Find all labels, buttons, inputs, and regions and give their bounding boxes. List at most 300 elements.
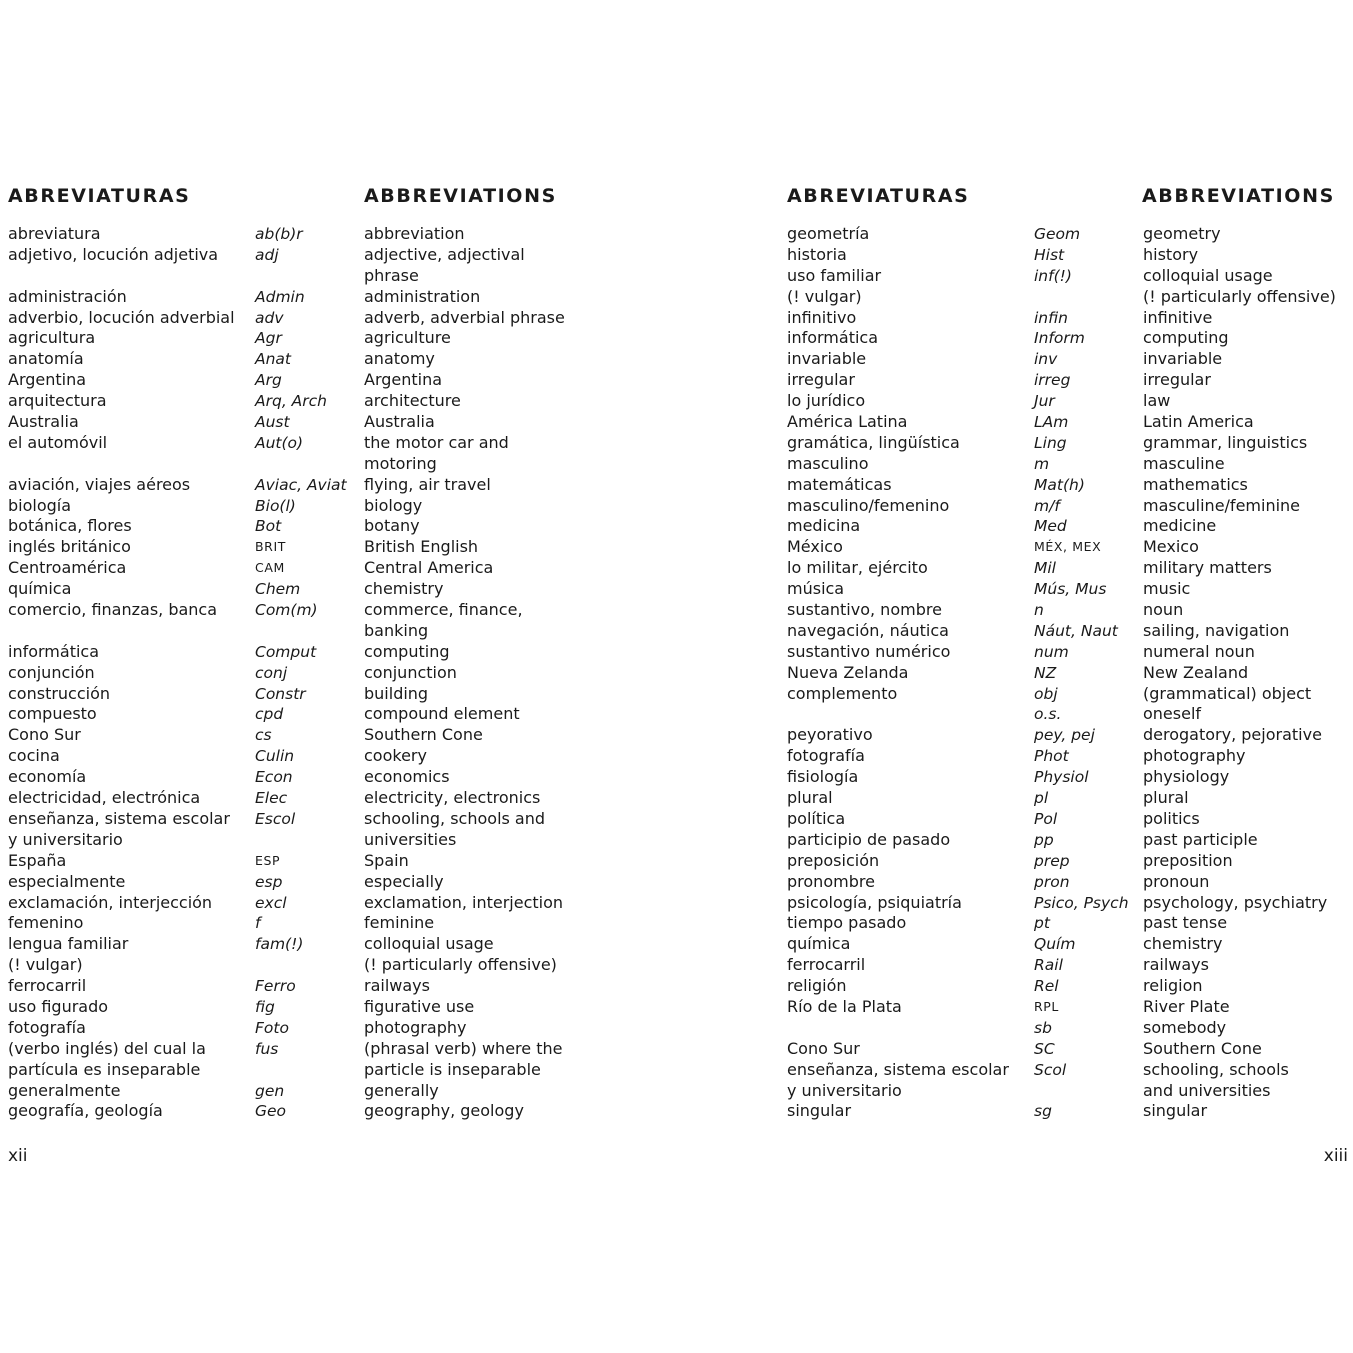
english-term: sailing, navigation	[1143, 620, 1290, 640]
entry-row	[0, 266, 676, 287]
entry-row	[0, 224, 676, 245]
spanish-term: administración	[8, 286, 127, 306]
entry-row	[0, 370, 676, 391]
abbreviation: adj	[255, 245, 279, 264]
english-term: (phrasal verb) where the	[364, 1038, 563, 1058]
entry-row	[0, 412, 676, 433]
abbreviation: Arg	[255, 371, 282, 390]
entry-row	[0, 642, 676, 663]
spanish-term: uso figurado	[8, 996, 109, 1016]
english-term: flying, air travel	[364, 474, 491, 494]
entry-row	[676, 1039, 1353, 1060]
spanish-term: generalmente	[8, 1080, 121, 1100]
entry-row	[676, 684, 1353, 705]
spanish-term: (! vulgar)	[787, 286, 862, 306]
english-term: cookery	[364, 746, 427, 766]
abbreviation: Med	[1034, 517, 1067, 536]
entry-row	[0, 558, 676, 579]
entry-row	[0, 809, 676, 830]
abbreviation: ESP	[255, 852, 281, 868]
entry-row	[676, 328, 1353, 349]
header-abreviaturas: ABREVIATURAS	[787, 185, 970, 207]
abbreviation: cpd	[255, 705, 284, 724]
abbreviation: Hist	[1034, 245, 1065, 264]
entry-row	[0, 851, 676, 872]
entry-row	[676, 516, 1353, 537]
entry-row	[0, 872, 676, 893]
abbreviation: Comput	[255, 642, 317, 661]
spanish-term: adverbio, locución adverbial	[8, 307, 235, 327]
entry-row	[0, 746, 676, 767]
spanish-term: inglés británico	[8, 537, 131, 557]
spanish-term: conjunción	[8, 662, 95, 682]
abbreviation: Agr	[255, 329, 282, 348]
spanish-term: medicina	[787, 516, 861, 536]
english-term: New Zealand	[1143, 662, 1249, 682]
left-page	[0, 0, 676, 1353]
english-term: mathematics	[1143, 474, 1248, 494]
spanish-term: Cono Sur	[8, 725, 81, 745]
entry-row	[0, 537, 676, 558]
abbreviation: Náut, Naut	[1034, 621, 1118, 640]
english-term: agriculture	[364, 328, 451, 348]
spanish-term: música	[787, 579, 845, 599]
abbreviation: Foto	[255, 1018, 289, 1037]
entry-row	[0, 704, 676, 725]
spanish-term: fotografía	[787, 746, 865, 766]
abbreviation: Quím	[1034, 935, 1076, 954]
english-term: singular	[1143, 1101, 1208, 1121]
abbreviation: RPL	[1034, 998, 1059, 1014]
spanish-term: compuesto	[8, 704, 97, 724]
spanish-term: gramática, lingüística	[787, 432, 960, 452]
spanish-term: comercio, finanzas, banca	[8, 600, 218, 620]
entry-row	[676, 934, 1353, 955]
entry-row	[0, 454, 676, 475]
english-term: Spain	[364, 850, 409, 870]
abbreviation: pron	[1034, 872, 1070, 891]
spanish-term: especialmente	[8, 871, 126, 891]
entry-row	[0, 349, 676, 370]
english-term: figurative use	[364, 996, 475, 1016]
english-term: architecture	[364, 391, 461, 411]
abbreviation: irreg	[1034, 371, 1071, 390]
english-term: adjective, adjectival	[364, 244, 525, 264]
abbreviation: esp	[255, 872, 283, 891]
entry-row	[0, 475, 676, 496]
english-term: (! particularly offensive)	[364, 955, 557, 975]
entry-row	[676, 997, 1353, 1018]
entry-row	[0, 1081, 676, 1102]
spanish-term: el automóvil	[8, 432, 108, 452]
entry-row	[676, 558, 1353, 579]
spanish-term: tiempo pasado	[787, 913, 907, 933]
english-term: chemistry	[1143, 934, 1223, 954]
entry-row	[676, 767, 1353, 788]
entry-row	[0, 997, 676, 1018]
abbreviation-list	[676, 224, 1353, 1122]
english-term: geometry	[1143, 224, 1221, 243]
abbreviation: excl	[255, 893, 287, 912]
entry-row	[676, 955, 1353, 976]
entry-row	[676, 704, 1353, 725]
english-term: masculine/feminine	[1143, 495, 1301, 515]
entry-row	[676, 537, 1353, 558]
abbreviation: Anat	[255, 350, 292, 369]
abbreviation: Physiol	[1034, 768, 1089, 787]
entry-row	[676, 1081, 1353, 1102]
english-term: Argentina	[364, 370, 443, 390]
spanish-term: Australia	[8, 412, 79, 432]
entry-row	[0, 391, 676, 412]
abbreviation: NZ	[1034, 663, 1057, 682]
entry-row	[676, 1018, 1353, 1039]
english-term: preposition	[1143, 850, 1233, 870]
abbreviation: LAm	[1034, 413, 1069, 432]
spanish-term: infinitivo	[787, 307, 857, 327]
spanish-term: anatomía	[8, 349, 84, 369]
abbreviation: Elec	[255, 789, 288, 808]
entry-row	[676, 788, 1353, 809]
english-term: physiology	[1143, 767, 1230, 787]
english-term: British English	[364, 537, 479, 557]
entry-row	[676, 349, 1353, 370]
spanish-term: Río de la Plata	[787, 996, 902, 1016]
english-term: pronoun	[1143, 871, 1210, 891]
spanish-term: ferrocarril	[8, 976, 87, 996]
english-term: railways	[364, 976, 430, 996]
entry-row	[0, 1101, 676, 1122]
english-term: medicine	[1143, 516, 1217, 536]
spanish-term: y universitario	[8, 829, 123, 849]
entry-row	[676, 976, 1353, 997]
entry-row	[0, 725, 676, 746]
spanish-term: economía	[8, 767, 87, 787]
spanish-term: lo militar, ejército	[787, 558, 928, 578]
entry-row	[0, 579, 676, 600]
abbreviation: Geom	[1034, 225, 1081, 243]
entry-row	[676, 1101, 1353, 1122]
english-term: administration	[364, 286, 481, 306]
entry-row	[0, 1039, 676, 1060]
english-term: derogatory, pejorative	[1143, 725, 1322, 745]
entry-row	[676, 224, 1353, 245]
entry-row	[0, 1060, 676, 1081]
entry-row	[0, 663, 676, 684]
entry-row	[676, 809, 1353, 830]
spanish-term: lengua familiar	[8, 934, 129, 954]
english-term: military matters	[1143, 558, 1272, 578]
english-term: building	[364, 683, 429, 703]
spanish-term: navegación, náutica	[787, 620, 949, 640]
abbreviation: pp	[1034, 830, 1054, 849]
english-term: photography	[364, 1017, 467, 1037]
spanish-term: ferrocarril	[787, 955, 866, 975]
abbreviation: gen	[255, 1081, 285, 1100]
entry-row	[0, 684, 676, 705]
spanish-term: historia	[787, 244, 847, 264]
english-term: motoring	[364, 453, 437, 473]
abbreviation: Scol	[1034, 1060, 1067, 1079]
entry-row	[676, 1060, 1353, 1081]
abbreviation: fig	[255, 997, 275, 1016]
abbreviation: cs	[255, 726, 272, 745]
english-term: grammar, linguistics	[1143, 432, 1308, 452]
english-term: psychology, psychiatry	[1143, 892, 1328, 912]
abbreviation: fam(!)	[255, 935, 304, 954]
english-term: somebody	[1143, 1017, 1227, 1037]
english-term: past participle	[1143, 829, 1258, 849]
page-number: xii	[8, 1146, 28, 1166]
entry-row	[676, 913, 1353, 934]
abbreviation: MÉX, MEX	[1034, 539, 1102, 555]
entry-row	[676, 830, 1353, 851]
abbreviation: Bio(l)	[255, 496, 296, 515]
abbreviation: Chem	[255, 580, 301, 599]
spanish-term: biología	[8, 495, 72, 515]
english-term: particle is inseparable	[364, 1059, 541, 1079]
abbreviation: sb	[1034, 1018, 1052, 1037]
english-term: numeral noun	[1143, 641, 1255, 661]
abbreviation: m	[1034, 454, 1050, 473]
english-term: compound element	[364, 704, 520, 724]
abbreviation: Constr	[255, 684, 306, 703]
spanish-term: y universitario	[787, 1080, 902, 1100]
spanish-term: política	[787, 808, 846, 828]
abbreviation: ab(b)r	[255, 225, 303, 243]
english-term: the motor car and	[364, 432, 509, 452]
spanish-term: electricidad, electrónica	[8, 788, 201, 808]
spanish-term: fisiología	[787, 767, 859, 787]
english-term: exclamation, interjection	[364, 892, 564, 912]
spanish-term: España	[8, 850, 67, 870]
abbreviation: Psico, Psych	[1034, 893, 1129, 912]
abbreviation: n	[1034, 601, 1044, 620]
entry-row	[676, 454, 1353, 475]
spanish-term: Centroamérica	[8, 558, 127, 578]
spanish-term: complemento	[787, 683, 898, 703]
entry-row	[0, 516, 676, 537]
english-term: (grammatical) object	[1143, 683, 1312, 703]
abbreviation: o.s.	[1034, 705, 1062, 724]
english-term: commerce, finance,	[364, 600, 523, 620]
english-term: geography, geology	[364, 1101, 524, 1121]
abbreviation: SC	[1034, 1039, 1055, 1058]
spanish-term: química	[8, 579, 72, 599]
english-term: plural	[1143, 788, 1189, 808]
spanish-term: arquitectura	[8, 391, 107, 411]
entry-row	[676, 663, 1353, 684]
abbreviation: Rel	[1034, 977, 1059, 996]
abbreviation: obj	[1034, 684, 1058, 703]
english-term: generally	[364, 1080, 439, 1100]
english-term: Mexico	[1143, 537, 1199, 557]
spanish-term: informática	[787, 328, 879, 348]
english-term: railways	[1143, 955, 1209, 975]
abbreviation: pt	[1034, 914, 1050, 933]
header-abbreviations: ABBREVIATIONS	[364, 185, 557, 207]
entry-row	[676, 475, 1353, 496]
english-term: masculine	[1143, 453, 1225, 473]
english-term: (! particularly offensive)	[1143, 286, 1336, 306]
english-term: schooling, schools and	[364, 808, 546, 828]
abbreviation: Arq, Arch	[255, 392, 327, 411]
abbreviation: Bot	[255, 517, 282, 536]
right-page	[676, 0, 1353, 1353]
english-term: colloquial usage	[364, 934, 494, 954]
entry-row	[0, 245, 676, 266]
abbreviation: Mús, Mus	[1034, 580, 1107, 599]
spanish-term: Cono Sur	[787, 1038, 860, 1058]
abbreviation: f	[255, 914, 261, 933]
english-term: banking	[364, 620, 429, 640]
spanish-term: participio de pasado	[787, 829, 951, 849]
entry-row	[0, 830, 676, 851]
english-term: colloquial usage	[1143, 265, 1273, 285]
spanish-term: (verbo inglés) del cual la	[8, 1038, 206, 1058]
entry-row	[676, 287, 1353, 308]
abbreviation: Rail	[1034, 956, 1063, 975]
abbreviation: Culin	[255, 747, 295, 766]
abbreviation: sg	[1034, 1102, 1052, 1121]
entry-row	[0, 328, 676, 349]
abbreviation-list	[0, 224, 676, 1122]
english-term: phrase	[364, 265, 419, 285]
english-term: photography	[1143, 746, 1246, 766]
english-term: Southern Cone	[1143, 1038, 1262, 1058]
entry-row	[676, 245, 1353, 266]
entry-row	[0, 976, 676, 997]
english-term: Latin America	[1143, 412, 1254, 432]
spanish-term: enseñanza, sistema escolar	[787, 1059, 1009, 1079]
abbreviation: BRIT	[255, 539, 286, 555]
entry-row	[0, 621, 676, 642]
english-term: adverb, adverbial phrase	[364, 307, 565, 327]
abbreviation: Mat(h)	[1034, 475, 1085, 494]
english-term: economics	[364, 767, 450, 787]
english-term: infinitive	[1143, 307, 1213, 327]
header-abreviaturas: ABREVIATURAS	[8, 185, 191, 207]
abbreviation: conj	[255, 663, 288, 682]
spanish-term: química	[787, 934, 851, 954]
entry-row	[0, 767, 676, 788]
abbreviation: Aust	[255, 413, 290, 432]
entry-row	[676, 496, 1353, 517]
spanish-term: peyorativo	[787, 725, 873, 745]
spanish-term: uso familiar	[787, 265, 882, 285]
entry-row	[0, 788, 676, 809]
spanish-term: matemáticas	[787, 474, 892, 494]
abbreviation: Escol	[255, 809, 296, 828]
abbreviation: adv	[255, 308, 284, 327]
abbreviation: num	[1034, 642, 1069, 661]
abbreviation: inf(!)	[1034, 266, 1072, 285]
abbreviation: infin	[1034, 308, 1068, 327]
entry-row	[0, 1018, 676, 1039]
abbreviation: CAM	[255, 560, 285, 576]
spanish-term: construcción	[8, 683, 111, 703]
spanish-term: botánica, flores	[8, 516, 132, 536]
abbreviation: Pol	[1034, 809, 1058, 828]
spanish-term: Argentina	[8, 370, 87, 390]
entry-row	[676, 872, 1353, 893]
spanish-term: masculino	[787, 453, 869, 473]
spanish-term: aviación, viajes aéreos	[8, 474, 191, 494]
english-term: schooling, schools	[1143, 1059, 1289, 1079]
spanish-term: América Latina	[787, 412, 908, 432]
spanish-term: pronombre	[787, 871, 875, 891]
abbreviation: pl	[1034, 789, 1049, 808]
spanish-term: lo jurídico	[787, 391, 866, 411]
abbreviation: Ferro	[255, 977, 296, 996]
entry-row	[676, 746, 1353, 767]
english-term: computing	[364, 641, 450, 661]
entry-row	[676, 725, 1353, 746]
spanish-term: México	[787, 537, 843, 557]
abbreviation: pey, pej	[1034, 726, 1095, 745]
abbreviation: Inform	[1034, 329, 1085, 348]
entry-row	[0, 934, 676, 955]
entry-row	[676, 266, 1353, 287]
spanish-term: adjetivo, locución adjetiva	[8, 244, 219, 264]
entry-row	[676, 621, 1353, 642]
entry-row	[0, 955, 676, 976]
spanish-term: religión	[787, 976, 847, 996]
english-term: computing	[1143, 328, 1229, 348]
spanish-term: invariable	[787, 349, 867, 369]
english-term: history	[1143, 244, 1199, 264]
spanish-term: geografía, geología	[8, 1101, 163, 1121]
english-term: and universities	[1143, 1080, 1271, 1100]
entry-row	[0, 913, 676, 934]
spanish-term: sustantivo, nombre	[787, 600, 942, 620]
spanish-term: singular	[787, 1101, 852, 1121]
english-term: botany	[364, 516, 420, 536]
english-term: noun	[1143, 600, 1184, 620]
english-term: religion	[1143, 976, 1203, 996]
spanish-term: masculino/femenino	[787, 495, 950, 515]
abbreviation: Aut(o)	[255, 433, 304, 452]
abbreviation: Econ	[255, 768, 293, 787]
english-term: Southern Cone	[364, 725, 483, 745]
entry-row	[676, 600, 1353, 621]
entry-row	[676, 851, 1353, 872]
abbreviation: prep	[1034, 851, 1070, 870]
english-term: invariable	[1143, 349, 1223, 369]
entry-row	[676, 308, 1353, 329]
entry-row	[676, 370, 1353, 391]
spanish-term: plural	[787, 788, 833, 808]
english-term: anatomy	[364, 349, 435, 369]
english-term: oneself	[1143, 704, 1202, 724]
english-term: music	[1143, 579, 1191, 599]
entry-row	[676, 391, 1353, 412]
entry-row	[676, 642, 1353, 663]
english-term: irregular	[1143, 370, 1211, 390]
abbreviation: Aviac, Aviat	[255, 475, 347, 494]
spanish-term: abreviatura	[8, 224, 101, 243]
entry-row	[0, 433, 676, 454]
entry-row	[0, 600, 676, 621]
english-term: feminine	[364, 913, 435, 933]
spanish-term: (! vulgar)	[8, 955, 83, 975]
english-term: Australia	[364, 412, 435, 432]
english-term: biology	[364, 495, 423, 515]
abbreviation: Geo	[255, 1102, 287, 1121]
entry-row	[676, 893, 1353, 914]
english-term: chemistry	[364, 579, 444, 599]
spanish-term: geometría	[787, 224, 870, 243]
